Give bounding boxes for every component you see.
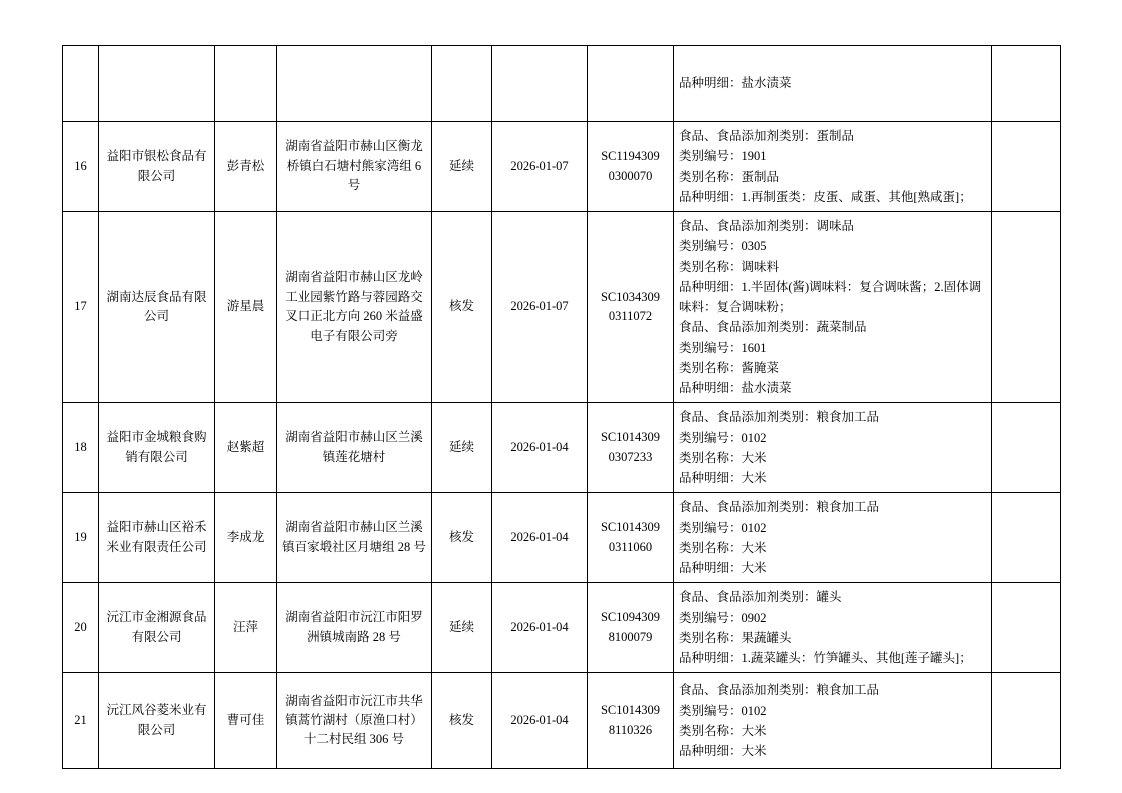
detail-line: 类别名称：大米: [679, 723, 767, 738]
code-line: 0311072: [608, 309, 653, 324]
cell-code: [588, 122, 674, 212]
cell-remark: [992, 403, 1061, 493]
cell-detail: [674, 673, 992, 769]
cell-address: 湖南省益阳市赫山区兰溪镇莲花塘村: [277, 403, 432, 493]
cell-type: 延续: [432, 583, 492, 673]
cell-detail: [674, 583, 992, 673]
detail-line: 类别名称：调味料: [679, 259, 780, 274]
cell-address: 湖南省益阳市沅江市阳罗洲镇城南路 28 号: [277, 583, 432, 673]
cell-type: [432, 46, 492, 122]
detail-line: 类别编号：0305: [679, 239, 767, 254]
cell-person: 李成龙: [215, 493, 277, 583]
cell-index: 21: [63, 673, 99, 769]
detail-line: 食品、食品添加剂类别：蛋制品: [679, 129, 855, 143]
cell-detail: [674, 46, 992, 122]
cell-company: [99, 46, 215, 122]
detail-line: 食品、食品添加剂类别：罐头: [679, 590, 842, 605]
cell-date: 2026-01-04: [492, 673, 588, 769]
cell-company: 湖南达辰食品有限公司: [99, 212, 215, 403]
table-row: [63, 583, 1061, 673]
cell-type: 延续: [432, 403, 492, 493]
code-line: SC1014309: [600, 520, 661, 535]
detail-line: 类别名称：果蔬罐头: [679, 630, 792, 645]
cell-person: 彭青松: [215, 122, 277, 212]
cell-person: [215, 46, 277, 122]
detail-line: 类别名称：大米: [679, 450, 767, 465]
table-row: [63, 493, 1061, 583]
cell-person: 汪萍: [215, 583, 277, 673]
table-row: [63, 673, 1061, 769]
detail-line: 食品、食品添加剂类别：调味品: [679, 219, 855, 233]
cell-detail: [674, 212, 992, 403]
cell-remark: [992, 673, 1061, 769]
cell-remark: [992, 493, 1061, 583]
table-row: [63, 403, 1061, 493]
code-line: 8110326: [608, 722, 653, 737]
cell-remark: [992, 46, 1061, 122]
cell-date: [492, 46, 588, 122]
cell-remark: [992, 122, 1061, 212]
cell-date: 2026-01-07: [492, 122, 588, 212]
detail-line: 类别编号：1901: [679, 149, 767, 164]
cell-date: 2026-01-04: [492, 403, 588, 493]
cell-address: [277, 46, 432, 122]
cell-remark: [992, 583, 1061, 673]
detail-line: 类别名称：酱腌菜: [679, 360, 780, 375]
cell-company: 益阳市金城粮食购销有限公司: [99, 403, 215, 493]
cell-date: 2026-01-04: [492, 493, 588, 583]
cell-detail: [674, 493, 992, 583]
detail-line: 食品、食品添加剂类别：粮食加工品: [679, 500, 880, 515]
detail-line: 类别编号：1601: [679, 340, 767, 355]
cell-type: 延续: [432, 122, 492, 212]
cell-code: [588, 46, 674, 122]
cell-person: 游星晨: [215, 212, 277, 403]
cell-date: 2026-01-07: [492, 212, 588, 403]
detail-line: 品种明细：盐水渍菜: [679, 381, 792, 395]
cell-company: 沅江市金湘源食品有限公司: [99, 583, 215, 673]
code-line: 8100079: [608, 629, 653, 644]
cell-person: 赵紫超: [215, 403, 277, 493]
detail-line: 食品、食品添加剂类别：蔬菜制品: [679, 320, 867, 335]
detail-line: 类别名称：大米: [679, 540, 767, 555]
cell-code: [588, 403, 674, 493]
cell-code: [588, 583, 674, 673]
code-line: SC1014309: [600, 703, 661, 718]
cell-company: 沅江风谷菱米业有限公司: [99, 673, 215, 769]
detail-line: 食品、食品添加剂类别：粮食加工品: [679, 410, 880, 425]
detail-line: 品种明细：1.半固体(酱)调味料：复合调味酱；2.固体调味料：复合调味粉；: [679, 279, 982, 314]
detail-line: 类别编号：0102: [679, 520, 767, 535]
cell-company: 益阳市赫山区裕禾米业有限责任公司: [99, 493, 215, 583]
cell-address: 湖南省益阳市赫山区兰溪镇百家塅社区月塘组 28 号: [277, 493, 432, 583]
detail-line: 类别编号：0902: [679, 610, 767, 625]
cell-index: 19: [63, 493, 99, 583]
cell-date: 2026-01-04: [492, 583, 588, 673]
cell-address: 湖南省益阳市沅江市共华镇蒿竹湖村（原渔口村）十二村民组 306 号: [277, 673, 432, 769]
code-line: SC1194309: [601, 149, 660, 164]
detail-line: 品种明细：大米: [679, 471, 767, 485]
cell-person: 曹可佳: [215, 673, 277, 769]
cell-detail: [674, 403, 992, 493]
cell-code: [588, 493, 674, 583]
detail-line: 品种明细：1.蔬菜罐头：竹笋罐头、其他[莲子罐头]；: [679, 651, 972, 665]
code-line: 0300070: [608, 168, 653, 183]
cell-index: 18: [63, 403, 99, 493]
detail-line: 类别编号：0102: [679, 703, 767, 718]
table-row: [63, 212, 1061, 403]
detail-line: 品种明细：盐水渍菜: [679, 76, 792, 91]
cell-type: 核发: [432, 212, 492, 403]
code-line: SC1094309: [600, 610, 661, 625]
cell-remark: [992, 212, 1061, 403]
table-row: [63, 46, 1061, 122]
detail-line: 品种明细：大米: [679, 561, 767, 575]
table-row: [63, 122, 1061, 212]
table-body: [63, 46, 1061, 769]
cell-type: 核发: [432, 493, 492, 583]
cell-index: 20: [63, 583, 99, 673]
detail-line: 类别名称：蛋制品: [679, 169, 780, 184]
detail-line: 品种明细：1.再制蛋类：皮蛋、咸蛋、其他[熟咸蛋]；: [679, 189, 972, 204]
cell-detail: [674, 122, 992, 212]
code-line: 0311060: [608, 539, 653, 554]
cell-address: 湖南省益阳市赫山区龙岭工业园紫竹路与蓉园路交叉口正北方向 260 米益盛电子有限公司旁: [277, 212, 432, 403]
cell-code: [588, 673, 674, 769]
code-line: 0307233: [608, 449, 653, 464]
cell-index: 17: [63, 212, 99, 403]
cell-address: 湖南省益阳市赫山区衡龙桥镇白石塘村熊家湾组 6 号: [277, 122, 432, 212]
cell-type: 核发: [432, 673, 492, 769]
cell-code: [588, 212, 674, 403]
cell-company: 益阳市银松食品有限公司: [99, 122, 215, 212]
cell-index: [63, 46, 99, 122]
license-table: [62, 45, 1061, 769]
code-line: SC1034309: [600, 289, 661, 304]
code-line: SC1014309: [600, 430, 661, 445]
cell-index: 16: [63, 122, 99, 212]
detail-line: 品种明细：大米: [679, 744, 767, 758]
detail-line: 食品、食品添加剂类别：粮食加工品: [679, 683, 880, 698]
detail-line: 类别编号：0102: [679, 430, 767, 445]
